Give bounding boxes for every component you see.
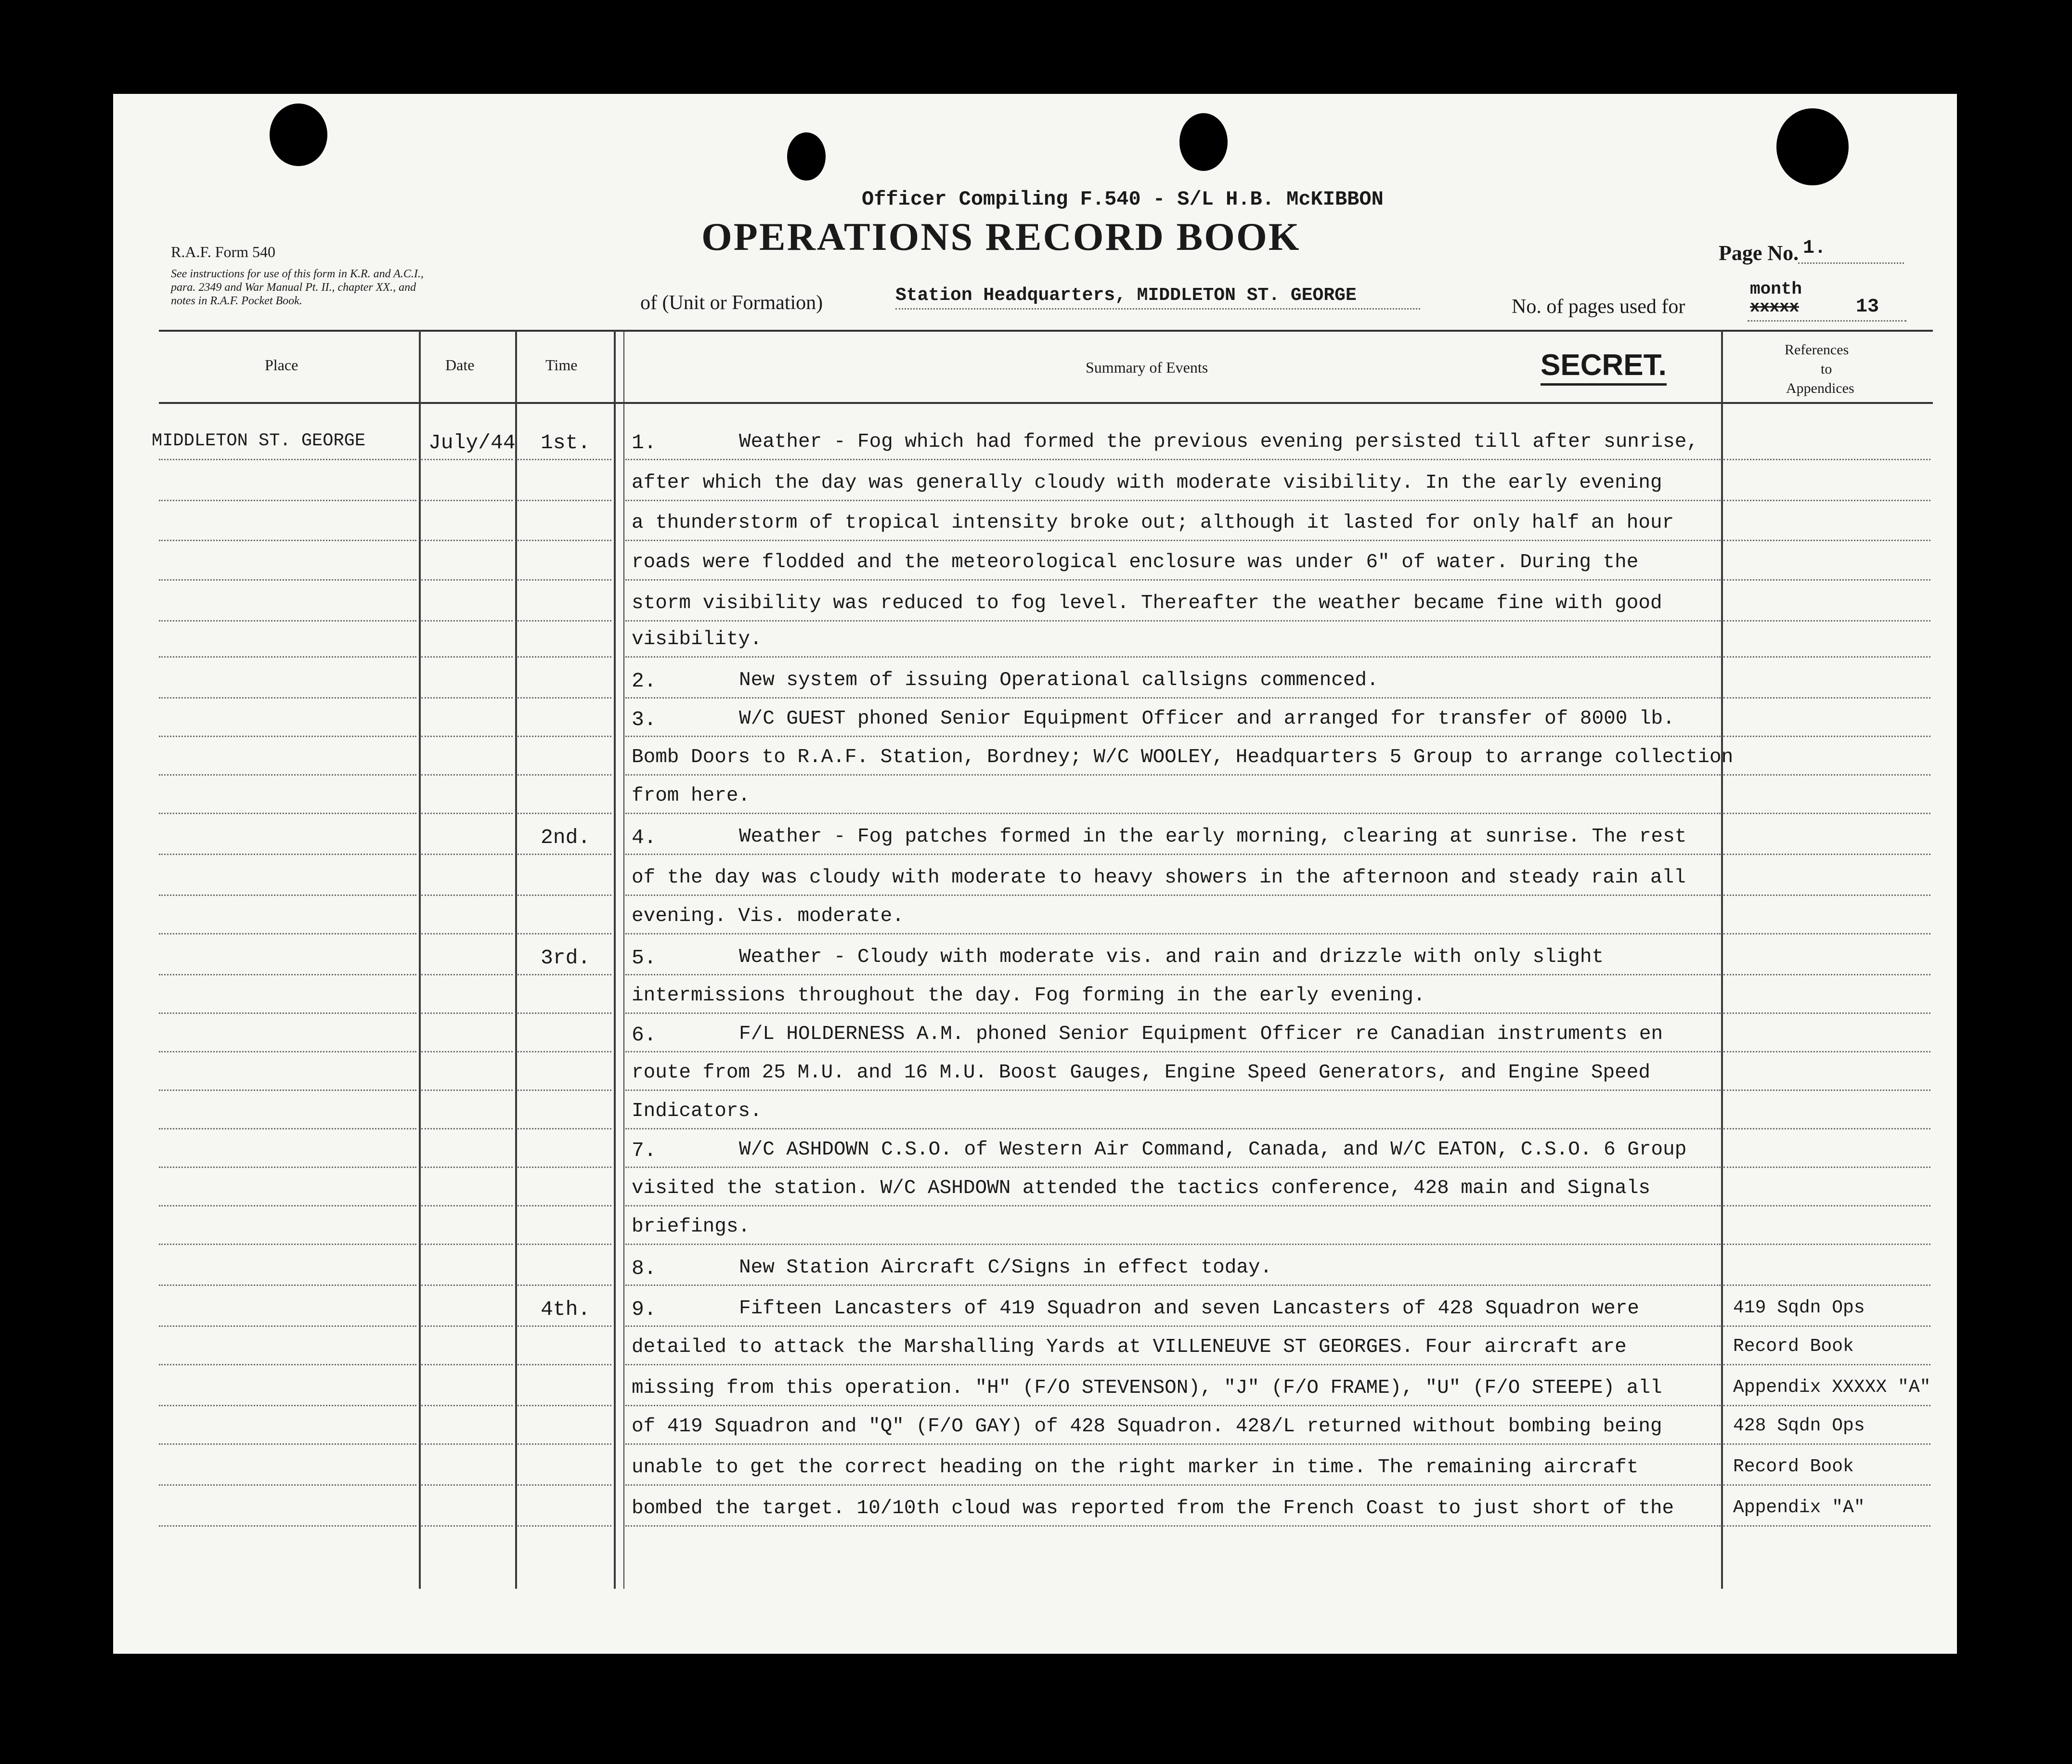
- row-rule: [159, 1012, 416, 1014]
- row-rule: [159, 774, 416, 776]
- row-rule: [421, 1128, 513, 1129]
- event-text: briefings.: [632, 1216, 751, 1238]
- reference-cell: 428 Sqdn Ops: [1733, 1415, 1865, 1436]
- place-cell: MIDDLETON ST. GEORGE: [152, 431, 366, 451]
- row-rule: [518, 933, 611, 934]
- row-rule: [159, 1244, 416, 1245]
- row-rule: [625, 1405, 1721, 1406]
- time-cell: 4th.: [541, 1297, 591, 1321]
- row-rule: [421, 656, 513, 658]
- row-rule: [159, 540, 416, 541]
- row-rule: [625, 1090, 1721, 1091]
- row-rule: [1723, 1405, 1930, 1406]
- event-text: New Station Aircraft C/Signs in effect today.: [739, 1257, 1272, 1279]
- event-text: storm visibility was reduced to fog level. Thereafter the weather became fine with good: [632, 592, 1662, 614]
- row-rule: [518, 1443, 611, 1445]
- row-rule: [625, 1525, 1721, 1527]
- entry-number: 1.: [632, 431, 657, 454]
- punch-hole: [1776, 108, 1849, 185]
- row-rule: [1723, 500, 1930, 501]
- row-rule: [421, 579, 513, 581]
- row-rule: [159, 1484, 416, 1486]
- row-rule: [421, 736, 513, 737]
- event-text: after which the day was generally cloudy with moderate visibility. In the early evening: [632, 472, 1662, 494]
- row-rule: [1723, 1325, 1930, 1327]
- page-value: 1.: [1803, 237, 1826, 259]
- row-rule: [421, 540, 513, 541]
- row-rule: [625, 736, 1721, 737]
- row-rule: [518, 1525, 611, 1527]
- entry-number: 2.: [632, 669, 657, 693]
- entry-number: 9.: [632, 1297, 657, 1321]
- unit-value: Station Headquarters, MIDDLETON ST. GEORGE: [895, 285, 1357, 306]
- row-rule: [159, 854, 416, 855]
- row-rule: [518, 1484, 611, 1486]
- row-rule: [625, 1051, 1721, 1052]
- row-rule: [1723, 774, 1930, 776]
- row-rule: [421, 1484, 513, 1486]
- reference-cell: Record Book: [1733, 1336, 1854, 1357]
- row-rule: [625, 697, 1721, 699]
- row-rule: [421, 620, 513, 622]
- row-rule: [1723, 1012, 1930, 1014]
- row-rule: [518, 620, 611, 622]
- row-rule: [421, 1525, 513, 1527]
- event-text: missing from this operation. "H" (F/O STEVENSON), "J" (F/O FRAME), "U" (F/O STEEPE) all: [632, 1377, 1662, 1399]
- event-text: from here.: [632, 785, 751, 807]
- row-rule: [159, 1364, 416, 1365]
- record-sheet: [113, 94, 1957, 1654]
- row-rule: [421, 1090, 513, 1091]
- event-text: Weather - Cloudy with moderate vis. and rain and drizzle with only slight: [739, 946, 1604, 968]
- row-rule: [518, 774, 611, 776]
- column-divider: [623, 330, 624, 1589]
- row-rule: [421, 974, 513, 975]
- pages-used-underline: [1748, 320, 1906, 322]
- column-header-place: Place: [265, 356, 298, 374]
- row-rule: [1723, 1484, 1930, 1486]
- row-rule: [518, 736, 611, 737]
- date-cell: July/44: [428, 431, 516, 454]
- row-rule: [159, 1051, 416, 1052]
- row-rule: [625, 500, 1721, 501]
- row-rule: [159, 736, 416, 737]
- event-text: W/C GUEST phoned Senior Equipment Officer and arranged for transfer of 8000 lb.: [739, 708, 1675, 730]
- column-header-references-1: References: [1785, 342, 1849, 358]
- row-rule: [159, 1325, 416, 1327]
- row-rule: [421, 1405, 513, 1406]
- page-underline: [1798, 262, 1904, 264]
- row-rule: [421, 1244, 513, 1245]
- row-rule: [1723, 1205, 1930, 1206]
- event-text: route from 25 M.U. and 16 M.U. Boost Gauges, Engine Speed Generators, and Engine Speed: [632, 1062, 1650, 1084]
- row-rule: [1723, 933, 1930, 934]
- row-rule: [159, 1405, 416, 1406]
- row-rule: [518, 579, 611, 581]
- form-instructions-2: para. 2349 and War Manual Pt. II., chapter XX., and: [171, 281, 416, 294]
- row-rule: [159, 656, 416, 658]
- row-rule: [625, 1205, 1721, 1206]
- row-rule: [518, 1325, 611, 1327]
- row-rule: [1723, 895, 1930, 896]
- row-rule: [625, 1443, 1721, 1445]
- row-rule: [625, 1325, 1721, 1327]
- row-rule: [625, 540, 1721, 541]
- row-rule: [518, 1284, 611, 1286]
- row-rule: [421, 459, 513, 460]
- row-rule: [625, 933, 1721, 934]
- event-text: Bomb Doors to R.A.F. Station, Bordney; W/C WOOLEY, Headquarters 5 Group to arrange collection: [632, 746, 1734, 768]
- page-label: Page No.: [1719, 241, 1799, 265]
- row-rule: [1723, 854, 1930, 855]
- event-text: intermissions throughout the day. Fog forming in the early evening.: [632, 985, 1425, 1007]
- table-top-rule: [159, 330, 1933, 332]
- reference-cell: Appendix XXXXX "A": [1733, 1377, 1931, 1398]
- entry-number: 8.: [632, 1257, 657, 1280]
- event-text: F/L HOLDERNESS A.M. phoned Senior Equipment Officer re Canadian instruments en: [739, 1023, 1663, 1045]
- event-text: bombed the target. 10/10th cloud was reported from the French Coast to just short of the: [632, 1497, 1674, 1519]
- column-divider: [614, 330, 616, 1589]
- row-rule: [1723, 736, 1930, 737]
- event-text: Weather - Fog which had formed the previous evening persisted till after sunrise,: [739, 431, 1698, 453]
- time-cell: 2nd.: [541, 826, 591, 849]
- row-rule: [159, 813, 416, 814]
- punch-hole: [270, 104, 327, 166]
- row-rule: [421, 1284, 513, 1286]
- row-rule: [518, 1364, 611, 1365]
- reference-cell: Record Book: [1733, 1456, 1854, 1477]
- column-header-time: Time: [545, 356, 578, 374]
- row-rule: [518, 1051, 611, 1052]
- row-rule: [1723, 579, 1930, 581]
- punch-hole: [1179, 113, 1228, 171]
- entry-number: 3.: [632, 708, 657, 731]
- row-rule: [1723, 1051, 1930, 1052]
- row-rule: [159, 895, 416, 896]
- row-rule: [159, 697, 416, 699]
- entry-number: 7.: [632, 1139, 657, 1162]
- row-rule: [421, 500, 513, 501]
- column-header-date: Date: [445, 356, 475, 374]
- row-rule: [625, 895, 1721, 896]
- time-cell: 1st.: [541, 431, 591, 454]
- row-rule: [518, 1090, 611, 1091]
- row-rule: [159, 1284, 416, 1286]
- row-rule: [518, 854, 611, 855]
- row-rule: [159, 1090, 416, 1091]
- row-rule: [421, 854, 513, 855]
- pages-used-written: month: [1750, 279, 1802, 299]
- row-rule: [1723, 813, 1930, 814]
- row-rule: [1723, 1284, 1930, 1286]
- punch-hole: [787, 132, 826, 181]
- row-rule: [159, 974, 416, 975]
- row-rule: [421, 697, 513, 699]
- row-rule: [159, 933, 416, 934]
- row-rule: [625, 1364, 1721, 1365]
- event-text: Indicators.: [632, 1100, 762, 1122]
- entry-number: 6.: [632, 1023, 657, 1047]
- row-rule: [159, 459, 416, 460]
- row-rule: [625, 620, 1721, 622]
- row-rule: [625, 459, 1721, 460]
- row-rule: [625, 1167, 1721, 1168]
- reference-cell: Appendix "A": [1733, 1497, 1865, 1518]
- row-rule: [518, 895, 611, 896]
- row-rule: [1723, 459, 1930, 460]
- event-text: Weather - Fog patches formed in the early morning, clearing at sunrise. The rest: [739, 826, 1687, 848]
- row-rule: [421, 1167, 513, 1168]
- row-rule: [625, 1244, 1721, 1245]
- event-text: New system of issuing Operational callsigns commenced.: [739, 669, 1379, 691]
- row-rule: [421, 1205, 513, 1206]
- row-rule: [518, 500, 611, 501]
- table-header-rule: [159, 402, 1933, 404]
- row-rule: [625, 1128, 1721, 1129]
- unit-label: of (Unit or Formation): [640, 292, 823, 314]
- row-rule: [518, 1244, 611, 1245]
- event-text: visibility.: [632, 628, 762, 650]
- row-rule: [518, 1405, 611, 1406]
- row-rule: [421, 933, 513, 934]
- row-rule: [1723, 1167, 1930, 1168]
- row-rule: [159, 1443, 416, 1445]
- row-rule: [1723, 974, 1930, 975]
- reference-cell: 419 Sqdn Ops: [1733, 1297, 1865, 1318]
- row-rule: [159, 1525, 416, 1527]
- officer-compiling: Officer Compiling F.540 - S/L H.B. McKIBBON: [862, 188, 1384, 211]
- pages-used-label: No. of pages used for: [1512, 296, 1685, 318]
- pages-used-value: 13: [1856, 296, 1879, 318]
- row-rule: [1723, 620, 1930, 622]
- row-rule: [625, 854, 1721, 855]
- entry-number: 4.: [632, 826, 657, 849]
- secret-stamp: SECRET.: [1541, 348, 1667, 386]
- row-rule: [1723, 1364, 1930, 1365]
- row-rule: [518, 459, 611, 460]
- row-rule: [1723, 1525, 1930, 1527]
- row-rule: [421, 1443, 513, 1445]
- pages-used-struck: xxxxx: [1750, 298, 1800, 317]
- row-rule: [518, 1128, 611, 1129]
- row-rule: [518, 974, 611, 975]
- row-rule: [625, 1012, 1721, 1014]
- row-rule: [159, 1128, 416, 1129]
- row-rule: [421, 1051, 513, 1052]
- form-instructions-1: See instructions for use of this form in K.R. and A.C.I.,: [171, 268, 424, 280]
- event-text: Fifteen Lancasters of 419 Squadron and seven Lancasters of 428 Squadron were: [739, 1297, 1639, 1320]
- row-rule: [518, 697, 611, 699]
- row-rule: [625, 974, 1721, 975]
- row-rule: [518, 540, 611, 541]
- event-text: W/C ASHDOWN C.S.O. of Western Air Command, Canada, and W/C EATON, C.S.O. 6 Group: [739, 1139, 1687, 1161]
- row-rule: [421, 774, 513, 776]
- entry-number: 5.: [632, 946, 657, 970]
- row-rule: [625, 1484, 1721, 1486]
- row-rule: [159, 620, 416, 622]
- event-text: of 419 Squadron and "Q" (F/O GAY) of 428 Squadron. 428/L returned without bombing being: [632, 1415, 1662, 1438]
- event-text: roads were flodded and the meteorological enclosure was under 6" of water. During the: [632, 551, 1639, 573]
- column-divider: [419, 330, 421, 1589]
- column-header-references-2: to: [1821, 361, 1832, 377]
- row-rule: [421, 1364, 513, 1365]
- row-rule: [159, 579, 416, 581]
- row-rule: [1723, 1128, 1930, 1129]
- row-rule: [625, 1284, 1721, 1286]
- row-rule: [421, 813, 513, 814]
- row-rule: [1723, 540, 1930, 541]
- row-rule: [518, 1167, 611, 1168]
- row-rule: [625, 813, 1721, 814]
- column-divider: [515, 330, 517, 1589]
- row-rule: [518, 1012, 611, 1014]
- row-rule: [159, 500, 416, 501]
- event-text: detailed to attack the Marshalling Yards at VILLENEUVE ST GEORGES. Four aircraft are: [632, 1336, 1627, 1358]
- row-rule: [625, 656, 1721, 658]
- row-rule: [1723, 656, 1930, 658]
- row-rule: [518, 1205, 611, 1206]
- column-divider: [1721, 330, 1723, 1589]
- row-rule: [1723, 1244, 1930, 1245]
- event-text: visited the station. W/C ASHDOWN attended the tactics conference, 428 main and Signals: [632, 1177, 1650, 1199]
- time-cell: 3rd.: [541, 946, 591, 970]
- unit-underline: [895, 308, 1420, 310]
- row-rule: [625, 774, 1721, 776]
- row-rule: [421, 1325, 513, 1327]
- event-text: of the day was cloudy with moderate to heavy showers in the afternoon and steady rain all: [632, 867, 1686, 889]
- event-text: evening. Vis. moderate.: [632, 905, 904, 927]
- row-rule: [159, 1205, 416, 1206]
- row-rule: [1723, 697, 1930, 699]
- page-title: OPERATIONS RECORD BOOK: [701, 215, 1301, 259]
- row-rule: [625, 579, 1721, 581]
- event-text: a thunderstorm of tropical intensity broke out; although it lasted for only half an hour: [632, 512, 1674, 534]
- column-header-references-3: Appendices: [1786, 380, 1854, 396]
- row-rule: [1723, 1090, 1930, 1091]
- row-rule: [421, 1012, 513, 1014]
- row-rule: [159, 1167, 416, 1168]
- column-header-summary: Summary of Events: [1086, 359, 1208, 376]
- row-rule: [518, 813, 611, 814]
- form-name: R.A.F. Form 540: [171, 243, 276, 260]
- row-rule: [518, 656, 611, 658]
- row-rule: [1723, 1443, 1930, 1445]
- form-instructions-3: notes in R.A.F. Pocket Book.: [171, 295, 302, 307]
- row-rule: [421, 895, 513, 896]
- event-text: unable to get the correct heading on the right marker in time. The remaining aircraft: [632, 1456, 1639, 1479]
